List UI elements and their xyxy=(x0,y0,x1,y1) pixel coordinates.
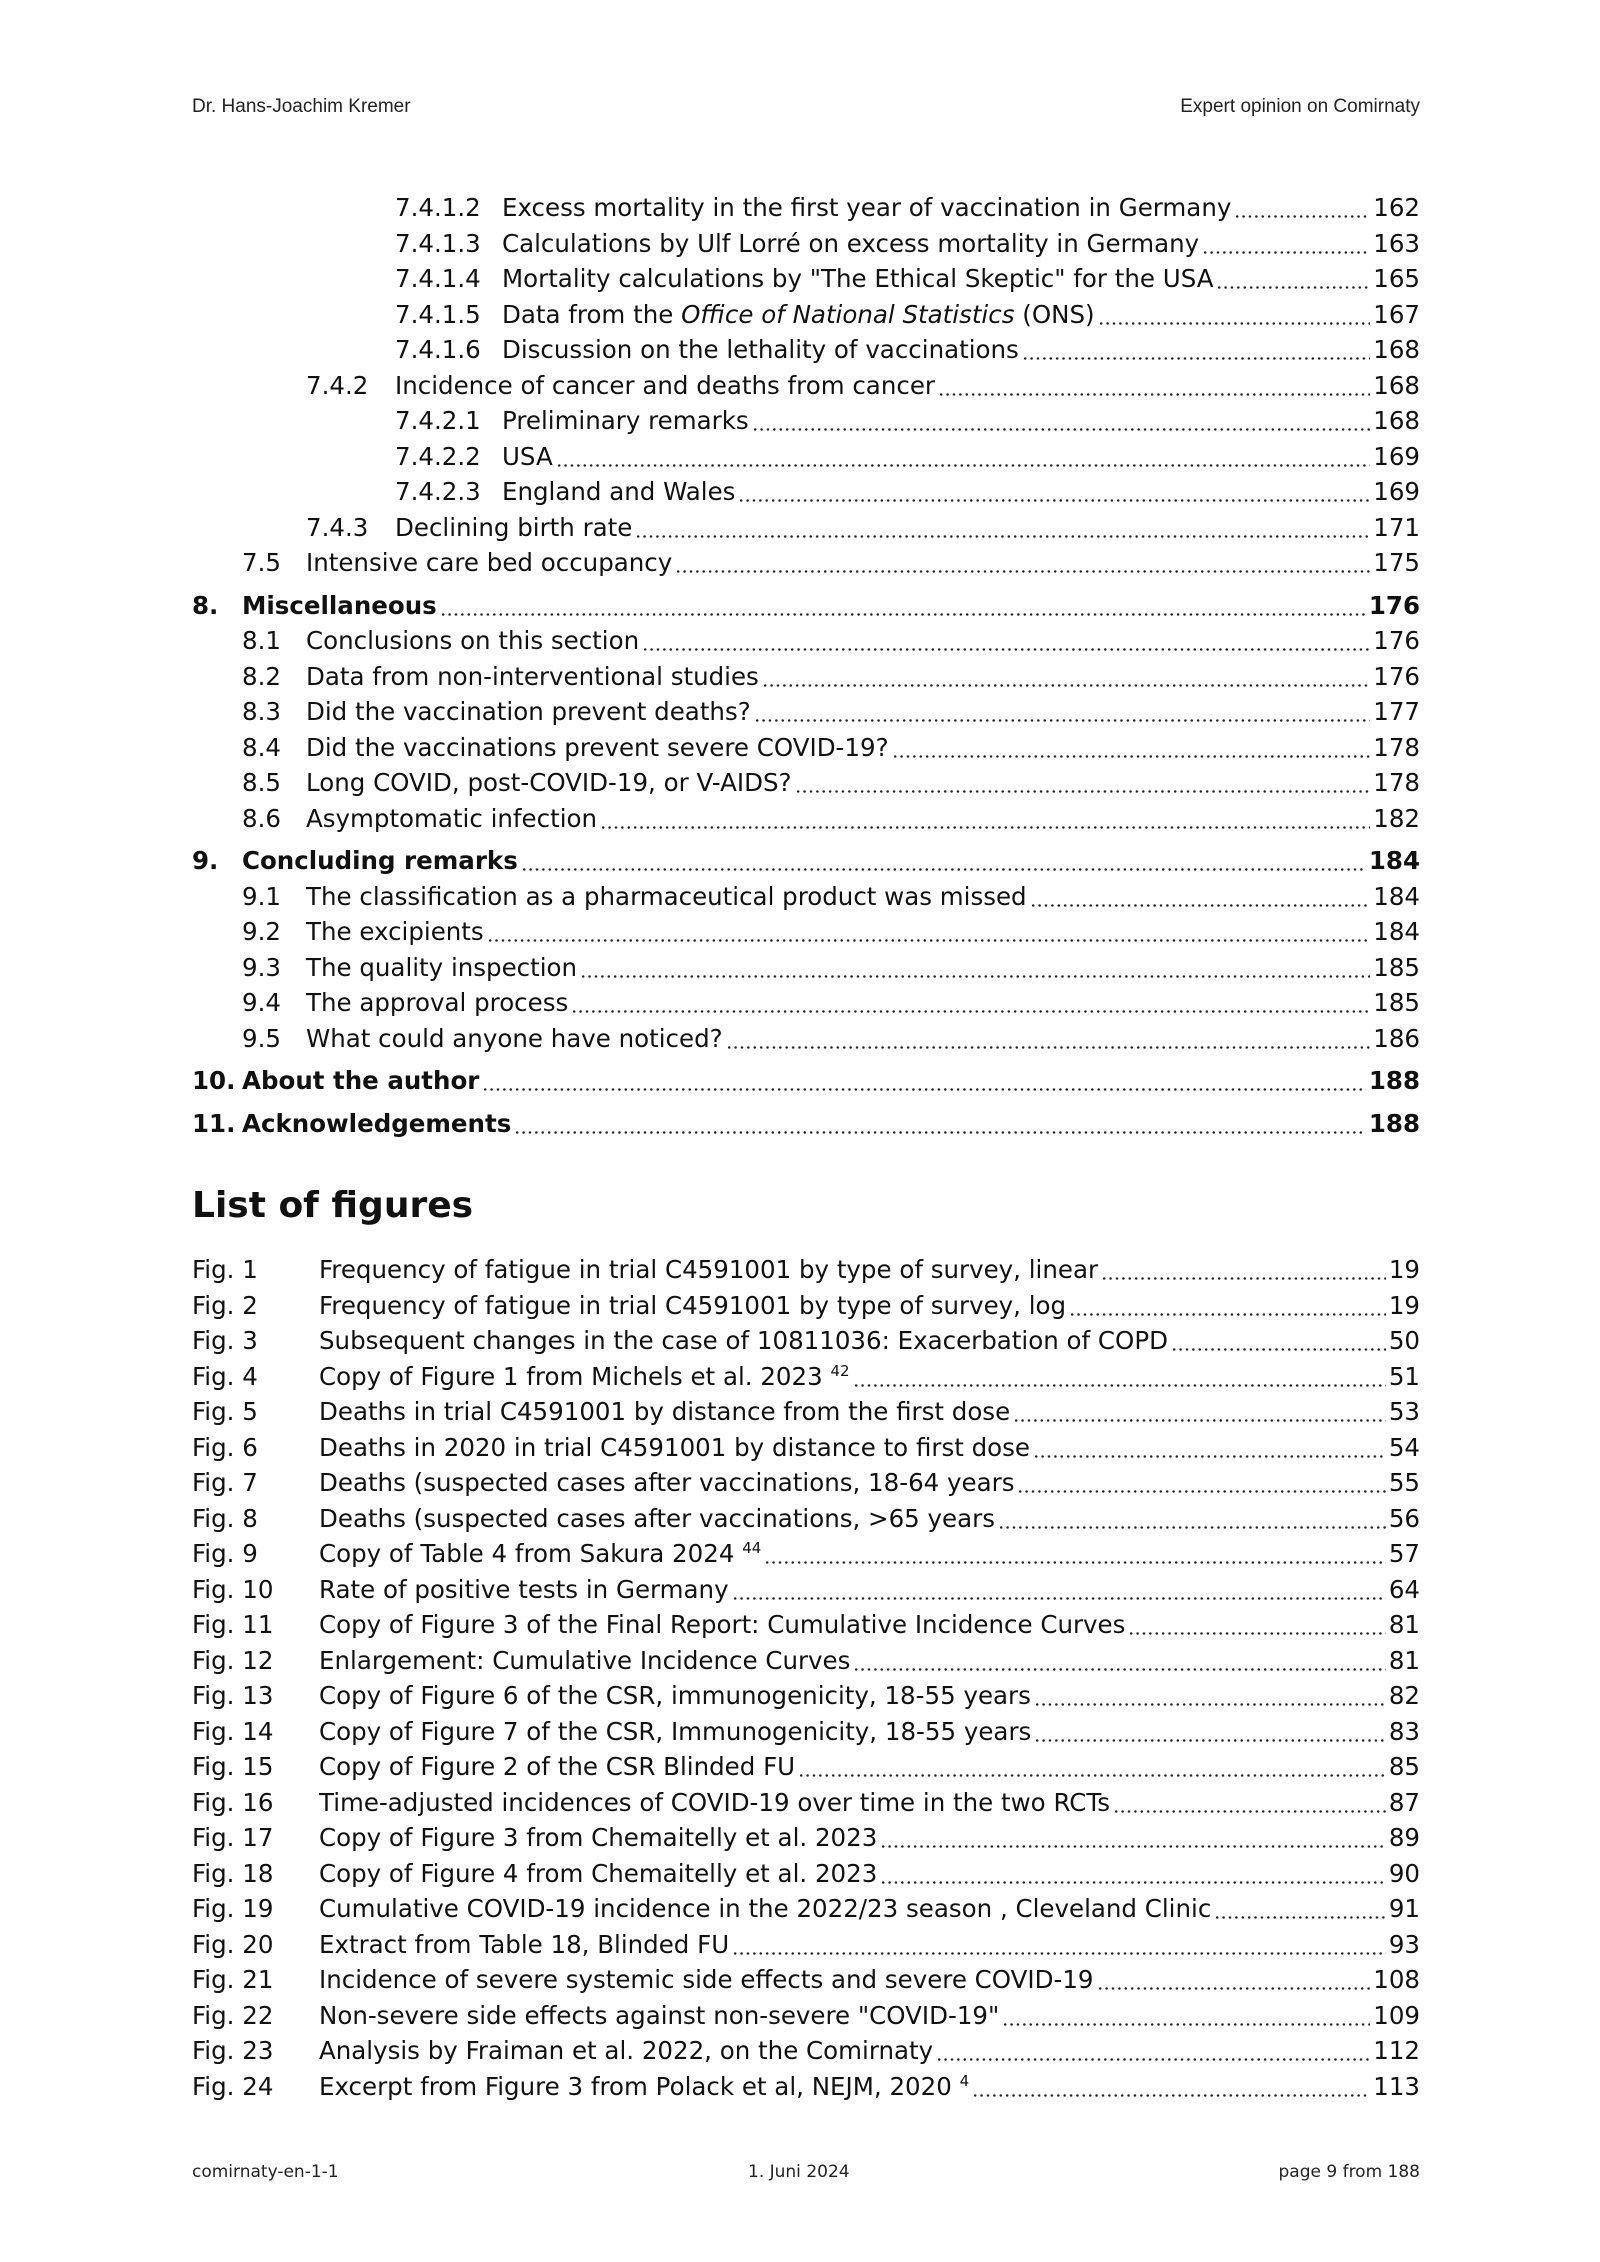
figure-page: 91 xyxy=(1388,1894,1420,1923)
toc-entry[interactable] xyxy=(192,297,1420,333)
toc-title: Miscellaneous xyxy=(242,590,437,620)
toc-number: 7.4.2.3 xyxy=(395,477,481,506)
toc-entry[interactable] xyxy=(192,801,1420,837)
toc-title: USA xyxy=(502,441,553,471)
toc-title: England and Wales xyxy=(502,477,736,506)
toc-entry[interactable] xyxy=(192,1021,1420,1057)
footer-page-number: page 9 from 188 xyxy=(1278,2162,1420,2182)
figure-title: Copy of Figure 3 of the Final Report: Cumulative Incidence Curves xyxy=(319,1610,1126,1639)
figure-entry[interactable] xyxy=(192,1465,1420,1501)
toc-entry[interactable] xyxy=(192,545,1420,581)
figure-number: Fig. 13 xyxy=(192,1681,274,1710)
toc-entry[interactable] xyxy=(192,623,1420,659)
figure-page: 81 xyxy=(1388,1610,1420,1639)
figure-entry[interactable] xyxy=(192,1501,1420,1537)
figure-entry[interactable] xyxy=(192,1430,1420,1466)
toc-entry[interactable] xyxy=(192,474,1420,510)
toc-page: 176 xyxy=(1373,626,1420,655)
footer-doc-id: comirnaty-en-1-1 xyxy=(192,2162,339,2182)
toc-page: 185 xyxy=(1373,952,1420,982)
toc-page: 168 xyxy=(1373,406,1420,435)
figure-number: Fig. 22 xyxy=(192,2000,274,2030)
toc-number: 9.4 xyxy=(242,988,281,1017)
toc-page: 185 xyxy=(1373,988,1420,1017)
figure-title: Copy of Figure 1 from Michels et al. 2023 $^{42}$ xyxy=(319,1361,850,1391)
footer-date: 1. Juni 2024 xyxy=(748,2162,850,2182)
toc-page: 171 xyxy=(1373,512,1420,542)
figure-title: Copy of Figure 3 from Chemaitelly et al. 2023 xyxy=(319,1823,878,1852)
figure-page: 113 xyxy=(1373,2071,1420,2101)
toc-title: The quality inspection xyxy=(306,952,578,982)
toc-page: 177 xyxy=(1373,697,1420,726)
toc-number: 9.5 xyxy=(242,1023,281,1053)
toc-page: 162 xyxy=(1373,193,1420,222)
figure-page: 87 xyxy=(1388,1787,1420,1817)
figure-page: 53 xyxy=(1388,1397,1420,1426)
figure-title: Deaths in 2020 in trial C4591001 by distance to first dose xyxy=(319,1432,1030,1462)
figure-number: Fig. 19 xyxy=(192,1894,274,1923)
figure-title: Extract from Table 18, Blinded FU xyxy=(319,1929,730,1959)
figure-page: 51 xyxy=(1388,1361,1420,1391)
toc-entry[interactable] xyxy=(192,765,1420,801)
toc-page: 182 xyxy=(1373,803,1420,833)
figure-page: 55 xyxy=(1388,1468,1420,1497)
figure-entry[interactable] xyxy=(192,1714,1420,1750)
toc-entry[interactable] xyxy=(192,914,1420,950)
toc-title: Declining birth rate xyxy=(395,512,633,542)
toc-page: 168 xyxy=(1373,335,1420,364)
toc-title: Long COVID, post-COVID-19, or V-AIDS? xyxy=(306,768,792,797)
figure-number: Fig. 10 xyxy=(192,1574,274,1604)
figure-title: Cumulative COVID-19 incidence in the 2022/23 season , Cleveland Clinic xyxy=(319,1894,1212,1923)
figure-page: 89 xyxy=(1388,1823,1420,1852)
toc-title: Acknowledgements xyxy=(242,1108,512,1138)
figure-entry[interactable] xyxy=(192,1998,1420,2034)
toc-title: Preliminary remarks xyxy=(502,406,749,435)
figure-page: 81 xyxy=(1388,1645,1420,1675)
figure-entry[interactable] xyxy=(192,1678,1420,1714)
figure-number: Fig. 11 xyxy=(192,1610,274,1639)
figure-page: 85 xyxy=(1388,1752,1420,1781)
figure-number: Fig. 14 xyxy=(192,1716,274,1746)
figure-title: Copy of Figure 7 of the CSR, Immunogenicity, 18-55 years xyxy=(319,1716,1032,1746)
toc-title: What could anyone have noticed? xyxy=(306,1023,723,1053)
toc-chapter[interactable] xyxy=(192,1063,1420,1099)
toc-entry[interactable] xyxy=(192,226,1420,262)
figure-title: Copy of Figure 6 of the CSR, immunogenicity, 18-55 years xyxy=(319,1681,1031,1710)
toc-title: The excipients xyxy=(306,917,484,946)
figure-number: Fig. 6 xyxy=(192,1432,258,1462)
figure-page: 90 xyxy=(1388,1858,1420,1888)
toc-chapter[interactable] xyxy=(192,588,1420,624)
figure-entry[interactable] xyxy=(192,1962,1420,1998)
figure-page: 82 xyxy=(1388,1681,1420,1710)
figure-entry[interactable] xyxy=(192,1536,1420,1572)
toc-page: 184 xyxy=(1373,917,1420,946)
figure-number: Fig. 1 xyxy=(192,1255,258,1284)
figure-entry[interactable] xyxy=(192,1785,1420,1821)
figure-entry[interactable] xyxy=(192,1607,1420,1643)
toc-title: Did the vaccination prevent deaths? xyxy=(306,697,751,726)
toc-page: 165 xyxy=(1373,264,1420,293)
figure-number: Fig. 2 xyxy=(192,1290,258,1320)
toc-page: 163 xyxy=(1373,228,1420,258)
toc-page: 167 xyxy=(1373,299,1420,329)
toc-title: About the author xyxy=(242,1066,480,1095)
toc-entry[interactable] xyxy=(192,439,1420,475)
toc-number: 9.3 xyxy=(242,952,281,982)
footnote-ref: 44 xyxy=(742,1538,762,1557)
toc-title: Mortality calculations by "The Ethical Skeptic" for the USA xyxy=(502,264,1214,293)
figure-entry[interactable] xyxy=(192,1927,1420,1963)
toc-number: 8. xyxy=(192,590,219,620)
toc-entry[interactable] xyxy=(192,403,1420,439)
figure-entry[interactable] xyxy=(192,1288,1420,1324)
toc-number: 8.1 xyxy=(242,626,281,655)
figure-title: Time-adjusted incidences of COVID-19 over time in the two RCTs xyxy=(319,1787,1111,1817)
toc-entry[interactable] xyxy=(192,510,1420,546)
figure-title: Copy of Figure 2 of the CSR Blinded FU xyxy=(319,1752,796,1781)
list-of-figures-heading: List of figures xyxy=(192,1185,474,1226)
figure-title: Incidence of severe systemic side effects and severe COVID-19 xyxy=(319,1965,1094,1994)
toc-title: The approval process xyxy=(306,988,569,1017)
toc-number: 7.4.2.1 xyxy=(395,406,481,435)
list-of-figures xyxy=(192,1252,1420,2104)
figure-title: Copy of Table 4 from Sakura 2024 $^{44}$ xyxy=(319,1538,762,1568)
figure-entry[interactable] xyxy=(192,1359,1420,1395)
figure-title: Deaths in trial C4591001 by distance from the first dose xyxy=(319,1397,1011,1426)
toc-number: 9. xyxy=(192,846,219,875)
toc-entry[interactable] xyxy=(192,368,1420,404)
figure-page: 57 xyxy=(1388,1539,1420,1568)
toc-entry[interactable] xyxy=(192,985,1420,1021)
figure-number: Fig. 9 xyxy=(192,1539,258,1568)
toc-chapter[interactable] xyxy=(192,843,1420,879)
toc-title: Excess mortality in the first year of vaccination in Germany xyxy=(502,193,1232,222)
toc-title: Data from non-interventional studies xyxy=(306,661,759,691)
toc-page: 188 xyxy=(1368,1066,1420,1095)
figure-title: Deaths (suspected cases after vaccinations, 18-64 years xyxy=(319,1468,1015,1497)
figure-number: Fig. 16 xyxy=(192,1787,274,1817)
toc-number: 11. xyxy=(192,1108,236,1138)
footnote-ref: 4 xyxy=(959,2071,970,2090)
toc-title: Concluding remarks xyxy=(242,846,518,875)
figure-number: Fig. 20 xyxy=(192,1929,274,1959)
toc-number: 8.5 xyxy=(242,768,281,797)
toc-entry[interactable] xyxy=(192,730,1420,766)
toc-number: 7.4.1.3 xyxy=(395,228,481,258)
toc-title: Conclusions on this section xyxy=(306,626,640,655)
figure-entry[interactable] xyxy=(192,1252,1420,1288)
toc-number: 10. xyxy=(192,1066,236,1095)
figure-title: Rate of positive tests in Germany xyxy=(319,1574,729,1604)
figure-number: Fig. 3 xyxy=(192,1326,258,1355)
figure-page: 19 xyxy=(1388,1290,1420,1320)
toc-page: 178 xyxy=(1373,732,1420,762)
toc-number: 8.6 xyxy=(242,803,281,833)
figure-number: Fig. 8 xyxy=(192,1503,258,1533)
figure-title: Copy of Figure 4 from Chemaitelly et al. 2023 xyxy=(319,1858,878,1888)
figure-title: Excerpt from Figure 3 from Polack et al, NEJM, 2020 $^4$ xyxy=(319,2071,970,2101)
toc-number: 7.4.2.2 xyxy=(395,441,481,471)
figure-number: Fig. 23 xyxy=(192,2036,274,2065)
figure-page: 50 xyxy=(1388,1326,1420,1355)
toc-page: 169 xyxy=(1373,477,1420,506)
figure-entry[interactable] xyxy=(192,1394,1420,1430)
figure-entry[interactable] xyxy=(192,1856,1420,1892)
figure-title: Non-severe side effects against non-severe "COVID-19" xyxy=(319,2000,1000,2030)
figure-entry[interactable] xyxy=(192,1643,1420,1679)
toc-number: 7.4.1.6 xyxy=(395,335,481,364)
figure-title: Deaths (suspected cases after vaccinations, >65 years xyxy=(319,1503,995,1533)
figure-page: 54 xyxy=(1388,1432,1420,1462)
figure-number: Fig. 4 xyxy=(192,1361,258,1391)
toc-page: 176 xyxy=(1373,661,1420,691)
figure-entry[interactable] xyxy=(192,1572,1420,1608)
figure-number: Fig. 5 xyxy=(192,1397,258,1426)
toc-number: 7.5 xyxy=(242,548,281,577)
header-author: Dr. Hans-Joachim Kremer xyxy=(192,96,411,117)
figure-page: 93 xyxy=(1388,1929,1420,1959)
toc-entry[interactable] xyxy=(192,694,1420,730)
toc-title: Did the vaccinations prevent severe COVID-19? xyxy=(306,732,889,762)
figure-page: 56 xyxy=(1388,1503,1420,1533)
figure-page: 108 xyxy=(1373,1965,1420,1994)
figure-entry[interactable] xyxy=(192,2033,1420,2069)
table-of-contents xyxy=(192,190,1420,1141)
toc-title: Data from the Office of National Statistics (ONS) xyxy=(502,299,1095,329)
figure-number: Fig. 21 xyxy=(192,1965,274,1994)
figure-number: Fig. 24 xyxy=(192,2071,274,2101)
toc-page: 188 xyxy=(1368,1108,1420,1138)
figure-number: Fig. 18 xyxy=(192,1858,274,1888)
header-title: Expert opinion on Comirnaty xyxy=(1180,96,1420,117)
figure-title: Enlargement: Cumulative Incidence Curves xyxy=(319,1645,851,1675)
toc-number: 7.4.1.4 xyxy=(395,264,481,293)
figure-page: 112 xyxy=(1373,2036,1420,2065)
figure-number: Fig. 7 xyxy=(192,1468,258,1497)
toc-page: 175 xyxy=(1373,548,1420,577)
figure-page: 19 xyxy=(1388,1255,1420,1284)
figure-page: 64 xyxy=(1388,1574,1420,1604)
toc-number: 7.4.2 xyxy=(306,370,369,400)
figure-title: Frequency of fatigue in trial C4591001 by type of survey, log xyxy=(319,1290,1067,1320)
figure-entry[interactable] xyxy=(192,1749,1420,1785)
toc-entry[interactable] xyxy=(192,950,1420,986)
figure-title: Frequency of fatigue in trial C4591001 by type of survey, linear xyxy=(319,1255,1099,1284)
toc-number: 7.4.1.2 xyxy=(395,193,481,222)
figure-entry[interactable] xyxy=(192,1820,1420,1856)
toc-title: Incidence of cancer and deaths from cancer xyxy=(395,370,935,400)
figure-entry[interactable] xyxy=(192,1323,1420,1359)
toc-number: 9.2 xyxy=(242,917,281,946)
toc-entry[interactable] xyxy=(192,190,1420,226)
toc-page: 178 xyxy=(1373,768,1420,797)
figure-number: Fig. 12 xyxy=(192,1645,274,1675)
toc-page: 186 xyxy=(1373,1023,1420,1053)
toc-number: 8.4 xyxy=(242,732,281,762)
toc-entry[interactable] xyxy=(192,879,1420,915)
toc-number: 7.4.3 xyxy=(306,512,369,542)
figure-page: 83 xyxy=(1388,1716,1420,1746)
figure-number: Fig. 17 xyxy=(192,1823,274,1852)
toc-entry[interactable] xyxy=(192,659,1420,695)
toc-page: 184 xyxy=(1368,846,1420,875)
toc-page: 168 xyxy=(1373,370,1420,400)
toc-chapter[interactable] xyxy=(192,1106,1420,1142)
toc-number: 8.2 xyxy=(242,661,281,691)
toc-number: 7.4.1.5 xyxy=(395,299,481,329)
toc-title: Asymptomatic infection xyxy=(306,803,598,833)
figure-title: Subsequent changes in the case of 10811036: Exacerbation of COPD xyxy=(319,1326,1168,1355)
toc-number: 9.1 xyxy=(242,881,281,911)
toc-page: 184 xyxy=(1373,881,1420,911)
toc-title: The classification as a pharmaceutical product was missed xyxy=(306,881,1027,911)
figure-title: Analysis by Fraiman et al. 2022, on the Comirnaty xyxy=(319,2036,934,2065)
toc-page: 176 xyxy=(1368,590,1420,620)
footnote-ref: 42 xyxy=(830,1361,850,1380)
figure-entry[interactable] xyxy=(192,2069,1420,2105)
toc-page: 169 xyxy=(1373,441,1420,471)
toc-number: 8.3 xyxy=(242,697,281,726)
figure-number: Fig. 15 xyxy=(192,1752,274,1781)
toc-title: Intensive care bed occupancy xyxy=(306,548,673,577)
toc-entry[interactable] xyxy=(192,261,1420,297)
toc-title: Discussion on the lethality of vaccinations xyxy=(502,335,1019,364)
figure-entry[interactable] xyxy=(192,1891,1420,1927)
figure-page: 109 xyxy=(1373,2000,1420,2030)
toc-title: Calculations by Ulf Lorré on excess mortality in Germany xyxy=(502,228,1200,258)
toc-entry[interactable] xyxy=(192,332,1420,368)
